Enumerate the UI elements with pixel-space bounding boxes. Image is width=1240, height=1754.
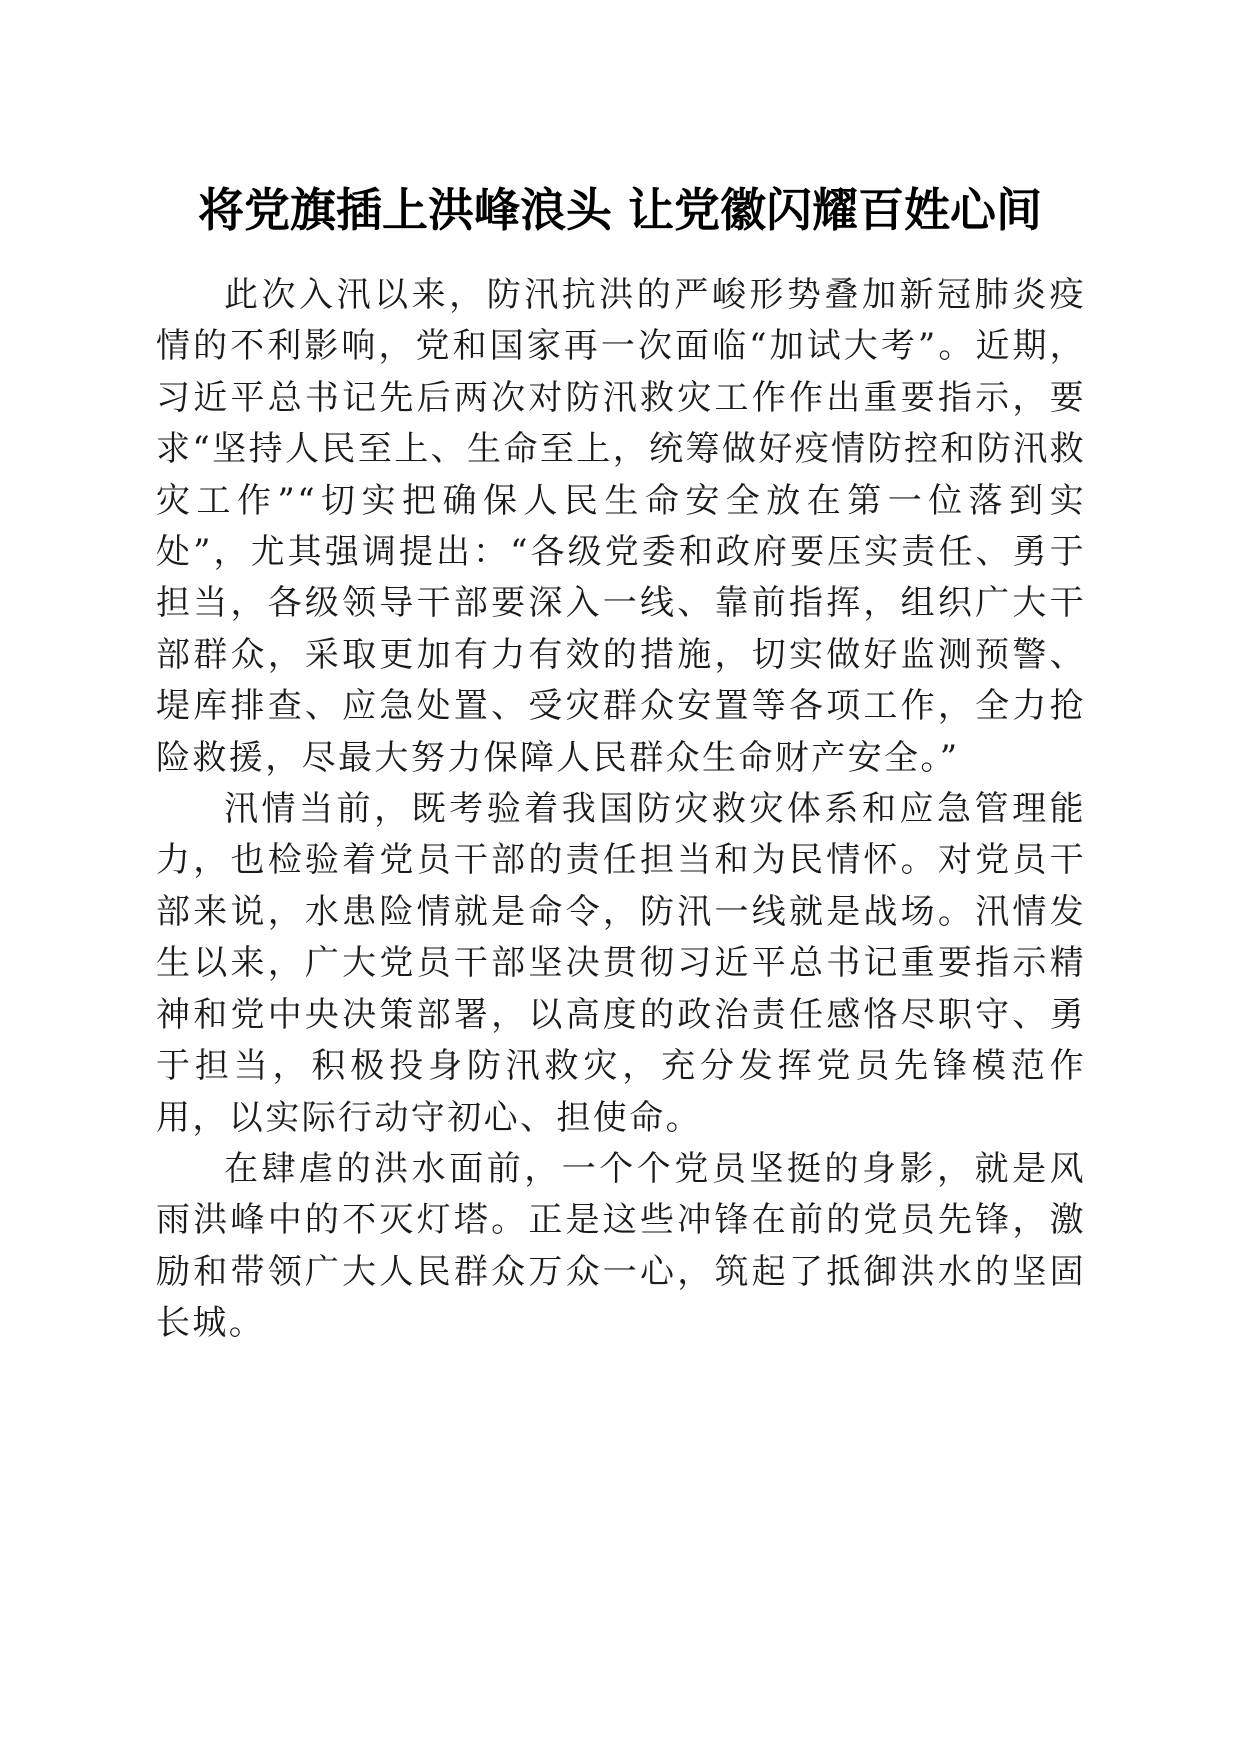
document-body (156, 270, 1086, 1350)
paragraph: 汛情当前，既考验着我国防灾救灾体系和应急管理能力，也检验着党员干部的责任担当和为民情怀。对党员干部来说，水患险情就是命令，防汛一线就是战场。汛情发生以来，广大党员干部坚决贯彻习近平总书记重要指示精神和党中央决策部署，以高度的政治责任感恪尽职守、勇于担当，积极投身防汛救灾，充分发挥党员先锋模范作用，以实际行动守初心、担使命。 (156, 789, 1086, 1138)
document-title: 将党旗插上洪峰浪头 让党徽闪耀百姓心间 (197, 183, 1042, 237)
paragraph: 在肆虐的洪水面前，一个个党员坚挺的身影，就是风雨洪峰中的不灭灯塔。正是这些冲锋在前的党员先锋，激励和带领广大人民群众万众一心，筑起了抵御洪水的坚固长城。 (156, 1148, 1086, 1344)
paragraph: 此次入汛以来，防汛抗洪的严峻形势叠加新冠肺炎疫情的不利影响，党和国家再一次面临“加试大考”。近期，习近平总书记先后两次对防汛救灾工作作出重要指示，要求“坚持人民至上、生命至上，统筹做好疫情防控和防汛救灾工作”“切实把确保人民生命安全放在第一位落到实处”，尤其强调提出：“各级党委和政府要压实责任、勇于担当，各级领导干部要深入一线、靠前指挥，组织广大干部群众，采取更加有力有效的措施，切实做好监测预警、堤库排查、应急处置、受灾群众安置等各项工作，全力抢险救援，尽最大努力保障人民群众生命财产安全。” (156, 275, 1086, 778)
